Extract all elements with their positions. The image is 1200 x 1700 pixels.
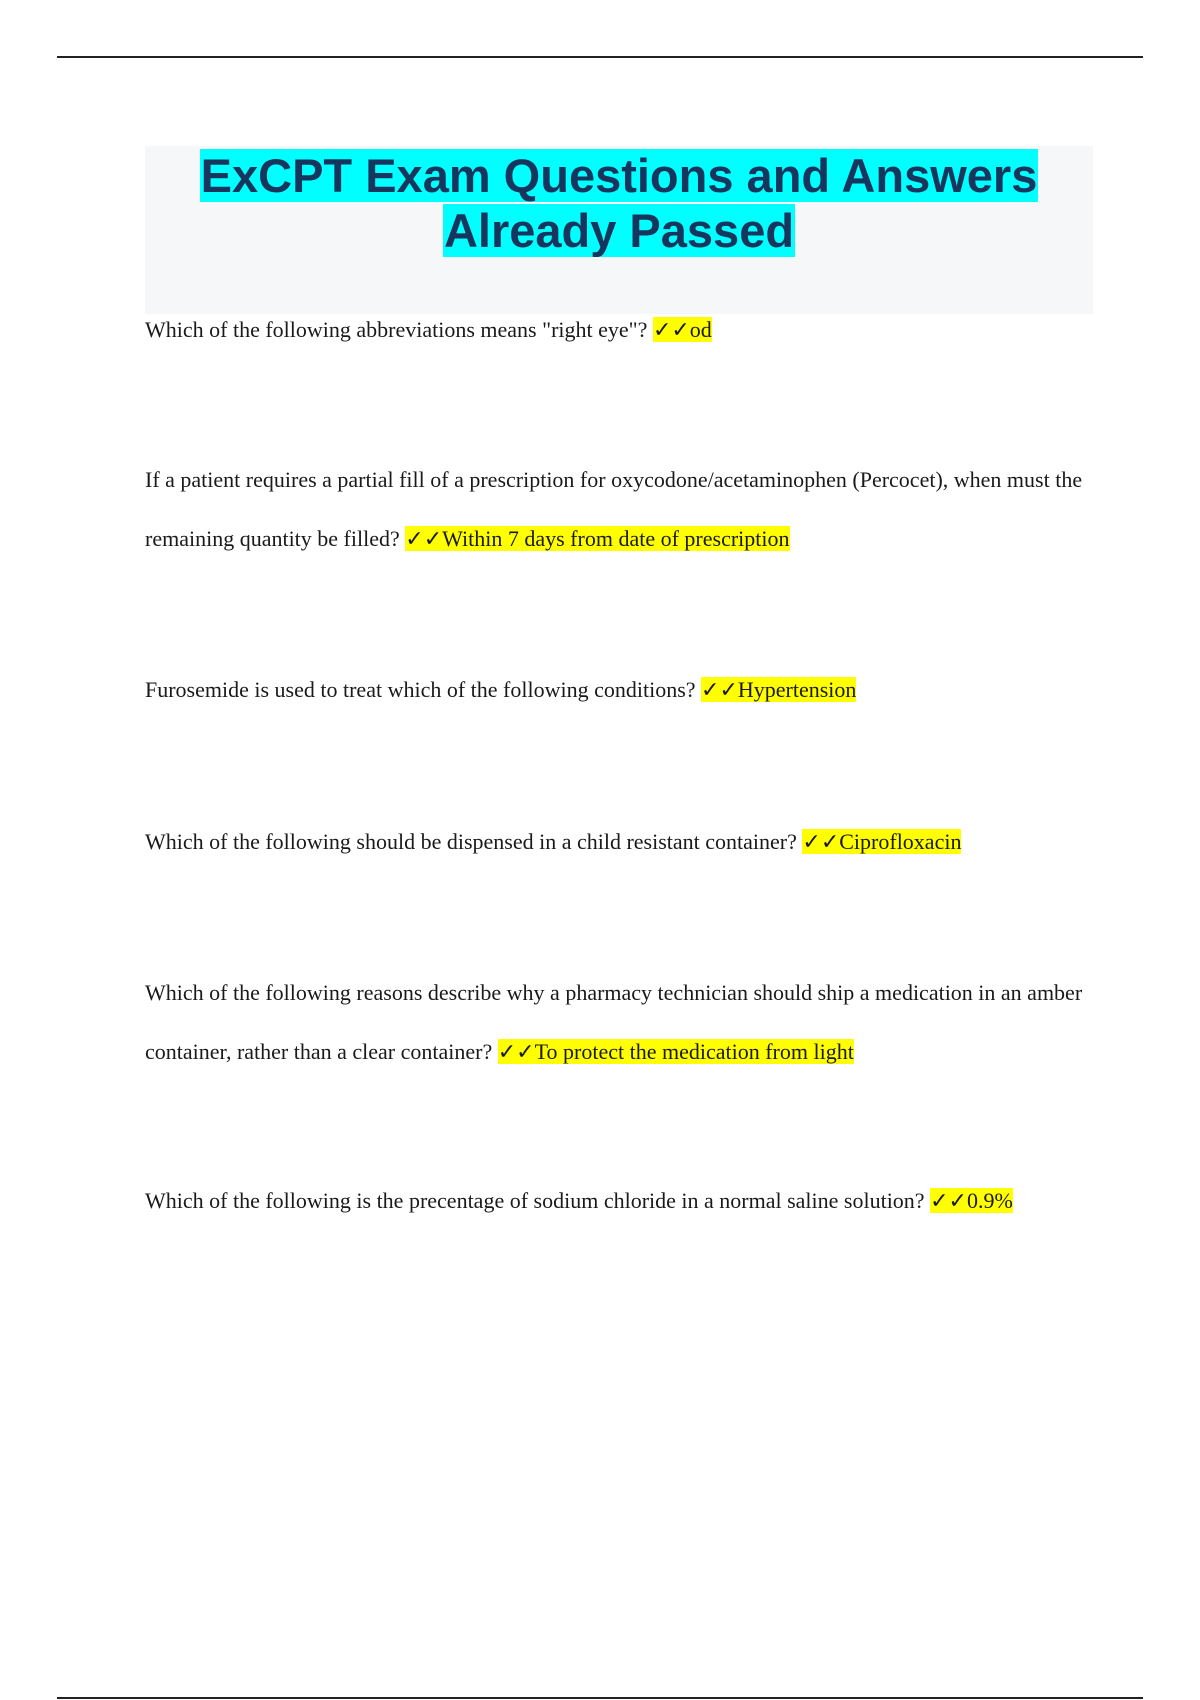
question-text: Furosemide is used to treat which of the following conditions?: [145, 677, 696, 702]
answer-text: ✓✓To protect the medication from light: [497, 1039, 854, 1064]
title-panel: [145, 146, 1093, 314]
top-rule: [57, 56, 1143, 58]
answer-text: ✓✓Hypertension: [701, 677, 857, 702]
question-text: Which of the following reasons describe why a pharmacy technician should ship a medication in an amber container, rather than a clear container?: [145, 980, 1083, 1064]
question-text: Which of the following should be dispensed in a child resistant container?: [145, 829, 797, 854]
qa-item-5: [145, 963, 1093, 1081]
title-line-1: ExCPT Exam Questions and Answers: [200, 149, 1038, 202]
question-text: If a patient requires a partial fill of a prescription for oxycodone/acetaminophen (Percocet), when must the remaining quantity be filled?: [145, 467, 1083, 551]
qa-item-1: [145, 300, 1093, 359]
question-text: Which of the following abbreviations means "right eye"?: [145, 317, 648, 342]
bottom-rule: [57, 1697, 1143, 1699]
answer-text: ✓✓0.9%: [930, 1188, 1013, 1213]
document-title: [145, 148, 1093, 258]
qa-item-3: [145, 660, 1093, 719]
answer-text: ✓✓od: [652, 317, 712, 342]
answer-text: ✓✓Within 7 days from date of prescription: [405, 526, 790, 551]
qa-item-2: [145, 450, 1093, 568]
qa-item-6: [145, 1171, 1093, 1230]
qa-item-4: [145, 812, 1093, 871]
title-line-2: Already Passed: [443, 204, 795, 257]
question-text: Which of the following is the precentage of sodium chloride in a normal saline solution?: [145, 1188, 925, 1213]
answer-text: ✓✓Ciprofloxacin: [802, 829, 962, 854]
